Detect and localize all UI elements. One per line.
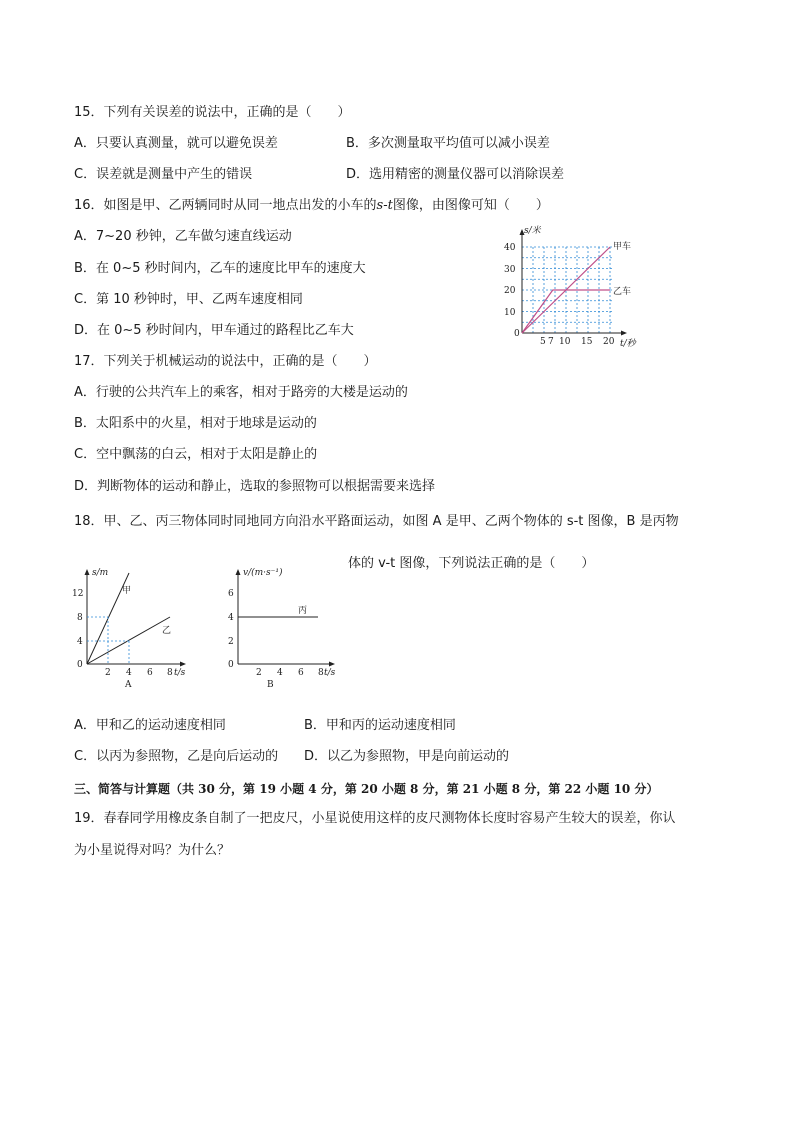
q18a-y-axis-label: s/m	[92, 568, 109, 578]
q16-x-tick: 20	[603, 337, 615, 347]
q18a-x-tick: 2	[105, 668, 111, 678]
q16-y-tick: 0	[514, 329, 520, 339]
q16-stem-pre: 16．如图是甲、乙两辆同时从同一地点出发的小车的	[74, 198, 377, 213]
q16-label-car-b: 乙车	[613, 287, 632, 297]
q15-option-c: C．误差就是测量中产生的错误	[74, 167, 253, 182]
q19-line2: 为小星说得对吗？为什么？	[74, 843, 231, 858]
q18a-y-tick: 0	[77, 660, 83, 670]
q16-stem-st: s-t	[376, 198, 393, 213]
q18b-x-tick: 8	[318, 668, 324, 678]
q17-option-a: A．行驶的公共汽车上的乘客，相对于路旁的大楼是运动的	[74, 385, 408, 400]
q18-option-b: B．甲和丙的运动速度相同	[304, 718, 456, 733]
q18b-y-tick: 2	[228, 637, 234, 647]
q18a-y-tick: 8	[77, 613, 83, 623]
q18-option-c: C．以丙为参照物，乙是向后运动的	[74, 749, 279, 764]
q16-stem	[74, 197, 549, 215]
section3-heading: 三、简答与计算题（共 30 分，第 19 小题 4 分，第 20 小题 8 分，第 21 小题 8 分，第 22 小题 10 分）	[74, 782, 659, 796]
q18b-y-tick: 4	[228, 613, 234, 623]
q18b-y-axis-label: v/(m·s⁻¹)	[243, 568, 283, 578]
q18a-caption: A	[125, 680, 132, 690]
q16-y-tick: 10	[504, 308, 516, 318]
q18-graph-a	[66, 562, 206, 692]
q16-option-a: A．7~20 秒钟，乙车做匀速直线运动	[74, 229, 292, 244]
q18a-label-jia: 甲	[122, 586, 132, 596]
q17-option-b: B．太阳系中的火星，相对于地球是运动的	[74, 416, 317, 431]
q19-line1: 19．春春同学用橡皮条自制了一把皮尺，小星说使用这样的皮尺测物体长度时容易产生较大的误差，你认	[74, 811, 676, 826]
q16-x-tick: 5	[540, 337, 546, 347]
q15-option-b: B．多次测量取平均值可以减小误差	[346, 136, 550, 151]
q16-label-car-a: 甲车	[613, 242, 632, 252]
q16-y-tick: 40	[504, 243, 516, 253]
q16-x-axis-label: t/秒	[620, 339, 636, 349]
q15-option-d: D．选用精密的测量仪器可以消除误差	[346, 167, 565, 182]
q16-st-graph	[500, 222, 650, 350]
q16-x-tick: 7	[548, 337, 554, 347]
q18b-y-tick: 0	[228, 660, 234, 670]
q18b-x-axis-label: t/s	[324, 668, 336, 678]
q18a-y-tick: 4	[77, 637, 83, 647]
q17-option-d: D．判断物体的运动和静止，选取的参照物可以根据需要来选择	[74, 479, 436, 494]
q17-stem: 17．下列关于机械运动的说法中，正确的是（ ）	[74, 354, 377, 369]
q18a-x-tick: 8	[167, 668, 173, 678]
q17-option-c: C．空中飘荡的白云，相对于太阳是静止的	[74, 447, 318, 462]
q18-stem-line2: 体的 v-t 图像，下列说法正确的是（ ）	[348, 556, 595, 571]
q18a-label-yi: 乙	[162, 626, 172, 636]
q16-y-tick: 30	[504, 265, 516, 275]
q18-stem-line1: 18．甲、乙、丙三物体同时同地同方向沿水平路面运动，如图 A 是甲、乙两个物体的 s-t 图像，B 是丙物	[74, 514, 679, 529]
q16-stem-post: 图像，由图像可知（ ）	[392, 198, 549, 213]
q18b-label-bing: 丙	[298, 606, 308, 616]
q18-option-a: A．甲和乙的运动速度相同	[74, 718, 226, 733]
q16-option-d: D．在 0~5 秒时间内，甲车通过的路程比乙车大	[74, 323, 354, 338]
q18a-x-tick: 4	[126, 668, 132, 678]
q15-stem: 15．下列有关误差的说法中，正确的是（ ）	[74, 105, 351, 120]
q18b-y-tick: 6	[228, 589, 234, 599]
q18a-x-tick: 6	[147, 668, 153, 678]
q16-y-tick: 20	[504, 286, 516, 296]
q18-graph-b	[218, 562, 348, 692]
q18-option-d: D．以乙为参照物，甲是向前运动的	[304, 749, 510, 764]
q16-x-tick: 10	[559, 337, 571, 347]
q18a-y-tick: 12	[72, 589, 84, 599]
q15-option-a: A．只要认真测量，就可以避免误差	[74, 136, 278, 151]
q16-option-c: C．第 10 秒钟时，甲、乙两车速度相同	[74, 292, 303, 307]
q18b-x-tick: 4	[277, 668, 283, 678]
q16-y-axis-label: s/米	[524, 226, 541, 236]
q18a-x-axis-label: t/s	[174, 668, 186, 678]
q18b-caption: B	[267, 680, 274, 690]
q18b-x-tick: 6	[298, 668, 304, 678]
q16-option-b: B．在 0~5 秒时间内，乙车的速度比甲车的速度大	[74, 261, 366, 276]
q16-x-tick: 15	[581, 337, 593, 347]
q18-line-yi	[87, 617, 170, 664]
q18b-x-tick: 2	[256, 668, 262, 678]
